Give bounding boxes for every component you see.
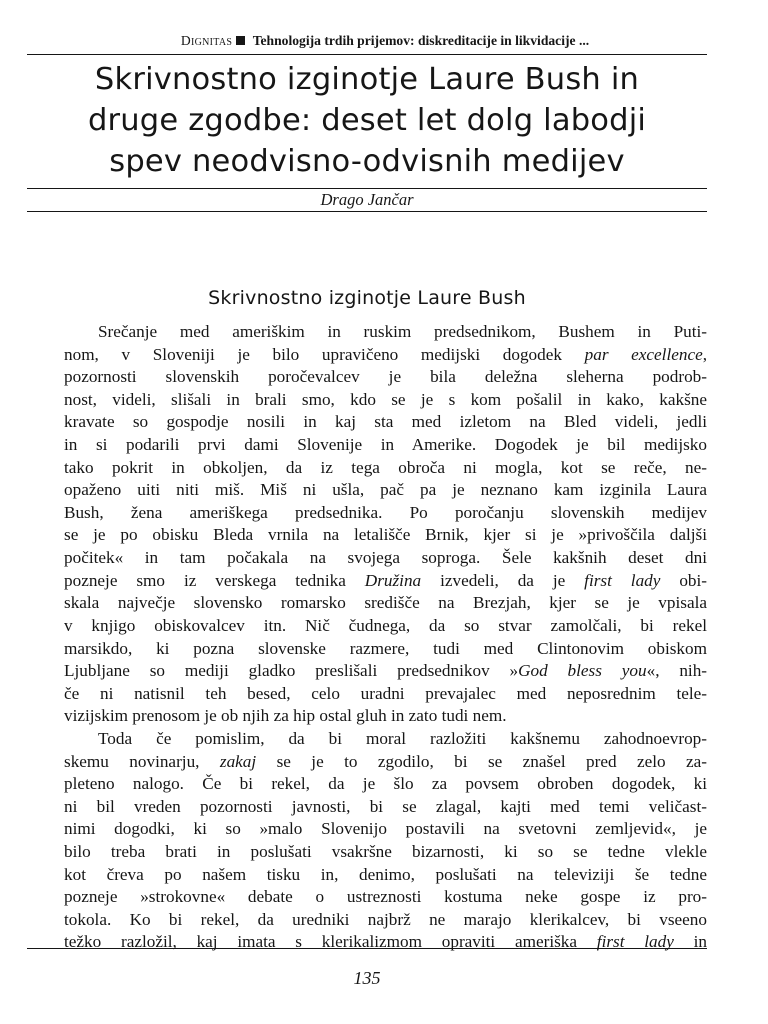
text-line: tokola. Ko bi rekel, da uredniki najbrž ne marajo klerikalcev, bi vseeno bbox=[64, 909, 707, 929]
text-line: skemu novinarju, zakaj se je to zgodilo, bi se znašel pred zelo za- bbox=[64, 751, 708, 771]
text-line: skala največje slovensko romarsko središče na Brezjah, kjer se je vpisala bbox=[64, 593, 707, 613]
text-line: opaženo uiti niti miš. Miš ni ušla, pač pa je neznano kam izginila Laura bbox=[64, 480, 707, 500]
title-line: druge zgodbe: deset let dolg labodji bbox=[87, 103, 647, 138]
text-line: pozneje »strokovne« debate o ustreznosti kostuma neke gospe iz pro- bbox=[64, 887, 707, 907]
text-line: Bush, žena ameriškega predsednika. Po poročanju slovenskih medijev bbox=[64, 502, 707, 522]
title-line: spev neodvisno-odvisnih medijev bbox=[109, 144, 625, 179]
text-line: vizijskim prenosom je ob njih za hip ostal gluh in zato tudi nem. bbox=[64, 706, 507, 726]
paragraph bbox=[64, 321, 707, 728]
footer-rule bbox=[27, 948, 707, 949]
text-line: pozornosti slovenskih poročevalcev je bila deležna sleherna podrob- bbox=[64, 367, 707, 387]
header-rule bbox=[27, 54, 707, 55]
running-header bbox=[60, 33, 710, 49]
article-title bbox=[27, 59, 707, 182]
journal-name: Dignitas bbox=[180, 33, 233, 48]
author-name: Drago Jančar bbox=[320, 190, 414, 209]
text-line: nimi dogodki, ki so »malo Slovenijo postavili na svetovni zemljevid«, je bbox=[64, 819, 707, 839]
text-line: nost, videli, slišali in brali smo, kdo se je s kom pošalil in kako, kakšne bbox=[64, 389, 707, 409]
text-line: Ljubljane so mediji gladko preslišali predsednikov »God bless you«, nih- bbox=[64, 661, 708, 681]
paragraph bbox=[64, 728, 707, 954]
text-line: tako pokrit in obkoljen, da iz tega obroča ni mogla, kot se reče, ne- bbox=[64, 457, 707, 477]
page-number: 135 bbox=[353, 968, 381, 988]
text-line: bilo treba brati in poslušati vsakršne bizarnosti, ki so se tedne vlekle bbox=[64, 842, 707, 862]
text-line: pozneje smo iz verskega tednika Družina izvedeli, da je first lady obi- bbox=[64, 570, 708, 590]
text-line: in si podarili prvi dami Slovenije in Amerike. Dogodek je bil medijsko bbox=[64, 435, 707, 455]
text-line: v knjigo obiskovalcev itn. Nič čudnega, da so stvar zamolčali, bi rekel bbox=[64, 615, 707, 635]
text-line: težko razložil, kaj imata s klerikalizmom opraviti ameriška first lady in bbox=[64, 932, 708, 952]
author-rule bbox=[27, 211, 707, 212]
text-line: kot čreva po našem tisku in, denimo, poslušati na televiziji še tedne bbox=[64, 864, 707, 884]
text-line: če ni natisnil teh besed, celo uradni prevajalec med neposrednim tele- bbox=[64, 683, 707, 703]
text-line: ni bil vreden pozornosti javnosti, bi se zlagal, kajti med temi veličast- bbox=[64, 796, 707, 816]
text-line: marsikdo, ki pozna slovenske razmere, tudi med Clintonovim obiskom bbox=[64, 638, 707, 658]
text-line: Srečanje med ameriškim in ruskim predsednikom, Bushem in Puti- bbox=[98, 322, 707, 341]
article-body bbox=[64, 321, 707, 954]
square-bullet-icon bbox=[236, 36, 245, 45]
series-title: Tehnologija trdih prijemov: diskreditacije in likvidacije ... bbox=[252, 33, 590, 48]
text-line: nom, v Sloveniji je bilo upravičeno medijski dogodek par excellence, bbox=[64, 344, 707, 364]
title-line: Skrivnostno izginotje Laure Bush in bbox=[94, 62, 640, 97]
text-line: pleteno nalogo. Če bi rekel, da je šlo za povsem obroben dogodek, ki bbox=[64, 774, 707, 794]
section-heading: Skrivnostno izginotje Laure Bush bbox=[208, 287, 526, 309]
text-line: kravate so gospodje nosili in kaj sta med izletom na Bled videli, jedli bbox=[64, 412, 707, 432]
text-line: počitek« in tam počakala na svojega soproga. Šele kakšnih deset dni bbox=[64, 548, 707, 568]
text-line: se je po obisku Bleda vrnila na letališče Brnik, kjer si je »privoščila daljši bbox=[64, 525, 707, 545]
text-line: Toda če pomislim, da bi moral razložiti kakšnemu zahodnoevrop- bbox=[98, 728, 707, 748]
